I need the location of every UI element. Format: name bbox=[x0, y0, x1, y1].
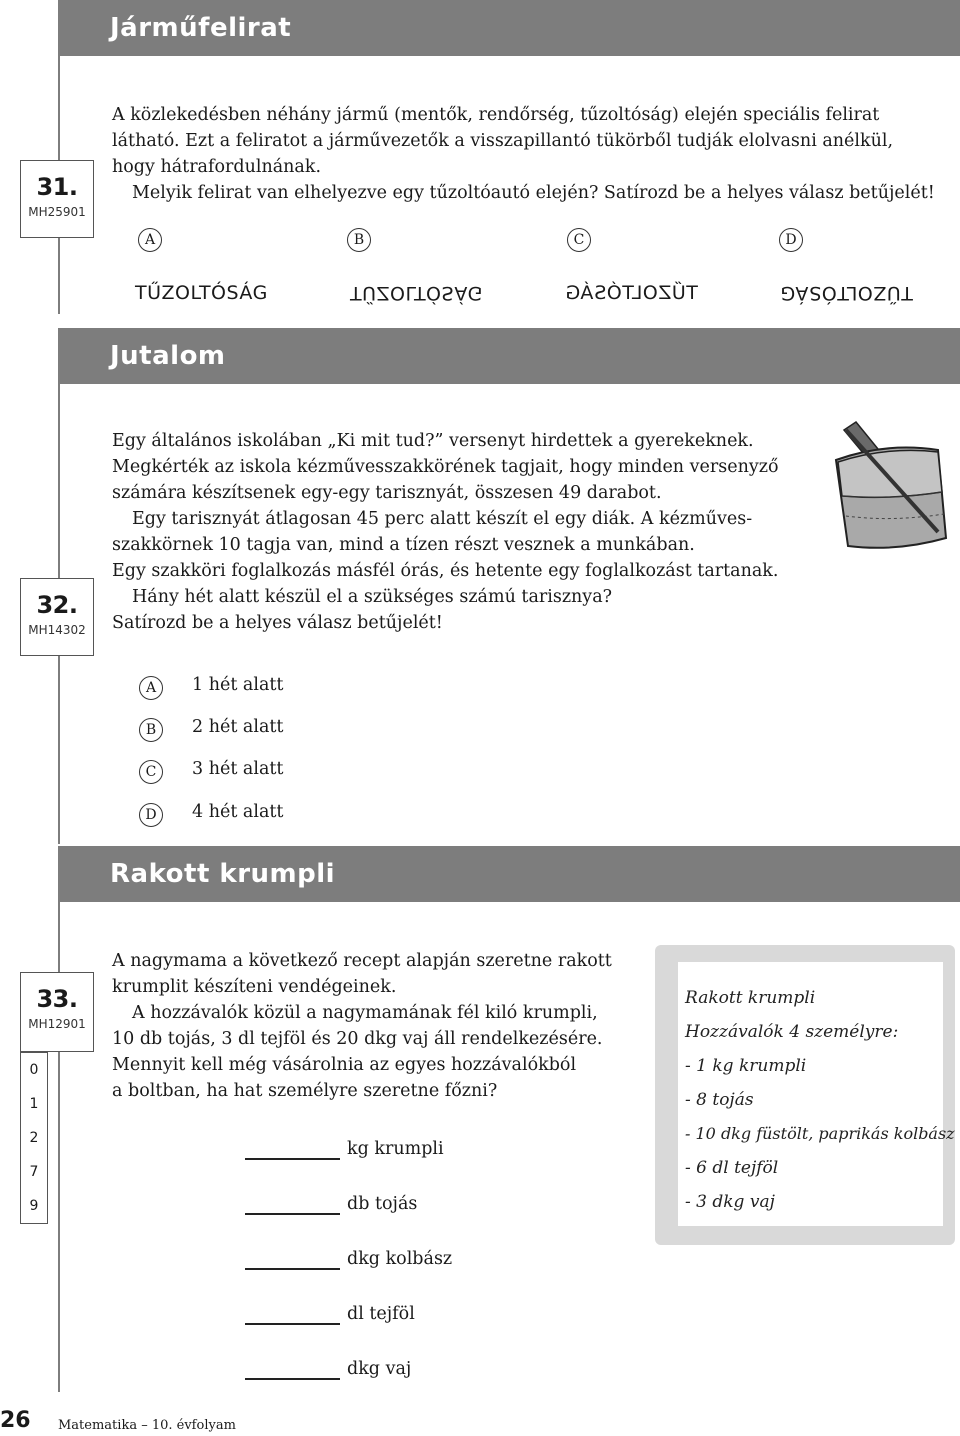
option-b-circle[interactable]: B bbox=[347, 228, 371, 252]
text-line: A közlekedésben néhány jármű (mentők, rendőrség, tűzoltóság) elején speciális felirat bbox=[112, 105, 880, 125]
text-line: Melyik felirat van elhelyezve egy tűzoltóautó elején? Satírozd be a helyes válasz betűjelét! bbox=[132, 183, 935, 203]
text-line: látható. Ezt a feliratot a járművezetők a visszapillantó tükörből tudják elolvasni anélkül, bbox=[112, 131, 894, 151]
section-title-rakott-krumpli: Rakott krumpli bbox=[58, 846, 960, 902]
score-code[interactable]: 7 bbox=[29, 1164, 39, 1180]
answer-blank-kolbasz[interactable] bbox=[245, 1268, 340, 1270]
answer-blank-tojas[interactable] bbox=[245, 1213, 340, 1215]
text-line: Egy szakköri foglalkozás másfél órás, és hetente egy foglalkozást tartanak. bbox=[112, 561, 779, 581]
text-line: szakkörnek 10 tagja van, mind a tízen részt vesznek a munkában. bbox=[112, 535, 695, 555]
text-line: Egy tarisznyát átlagosan 45 perc alatt készít el egy diák. A kézműves- bbox=[132, 509, 753, 529]
question-number-box bbox=[20, 972, 94, 1052]
text-line: Satírozd be a helyes válasz betűjelét! bbox=[112, 613, 443, 633]
option-c-circle[interactable]: C bbox=[567, 228, 591, 252]
unit-label: dkg kolbász bbox=[347, 1249, 453, 1269]
option-d-circle[interactable]: D bbox=[139, 803, 163, 827]
question-number: 31. bbox=[36, 173, 78, 201]
question-text bbox=[112, 428, 779, 636]
sign-option-b: TŰZOLTÓSÁG bbox=[350, 282, 483, 304]
question-code: MH12901 bbox=[28, 1017, 86, 1031]
text-line: krumplit készíteni vendégeinek. bbox=[112, 977, 397, 997]
sign-option-d: TŰZOLTÓSÁG bbox=[780, 282, 913, 304]
answer-blank-vaj[interactable] bbox=[245, 1378, 340, 1380]
option-a-circle[interactable]: A bbox=[138, 228, 162, 252]
question-code: MH25901 bbox=[28, 205, 86, 219]
score-code[interactable]: 2 bbox=[29, 1130, 39, 1146]
text-line: Egy általános iskolában „Ki mit tud?” versenyt hirdettek a gyerekeknek. bbox=[112, 431, 754, 451]
answer-blank-krumpli[interactable] bbox=[245, 1158, 340, 1160]
recipe-subtitle: Hozzávalók 4 személyre: bbox=[685, 1022, 899, 1042]
score-code[interactable]: 0 bbox=[29, 1062, 39, 1078]
text-line: Hány hét alatt készül el a szükséges számú tarisznya? bbox=[132, 587, 613, 607]
recipe-item: - 10 dkg füstölt, paprikás kolbász bbox=[685, 1124, 955, 1143]
section-title-jutalom: Jutalom bbox=[58, 328, 960, 384]
text-line: Megkérték az iskola kézművesszakkörének tagjait, hogy minden versenyző bbox=[112, 457, 779, 477]
option-d-circle[interactable]: D bbox=[779, 228, 803, 252]
unit-label: db tojás bbox=[347, 1194, 418, 1214]
text-line: hogy hátrafordulnának. bbox=[112, 157, 322, 177]
question-code: MH14302 bbox=[28, 623, 86, 637]
question-number-box bbox=[20, 160, 94, 238]
sign-option-a: TŰZOLTÓSÁG bbox=[135, 282, 268, 304]
text-line: A nagymama a következő recept alapján szeretne rakott bbox=[112, 951, 612, 971]
option-c-circle[interactable]: C bbox=[139, 760, 163, 784]
recipe-item: - 8 tojás bbox=[685, 1090, 754, 1110]
score-code[interactable]: 1 bbox=[29, 1096, 39, 1112]
option-d-text: 4 hét alatt bbox=[192, 802, 284, 822]
shoulder-bag-illustration bbox=[826, 420, 956, 560]
unit-label: kg krumpli bbox=[347, 1139, 444, 1159]
text-line: 10 db tojás, 3 dl tejföl és 20 dkg vaj áll rendelkezésére. bbox=[112, 1029, 603, 1049]
option-c-text: 3 hét alatt bbox=[192, 759, 284, 779]
text-line: a boltban, ha hat személyre szeretne főzni? bbox=[112, 1081, 498, 1101]
text-line: Mennyit kell még vásárolnia az egyes hozzávalókból bbox=[112, 1055, 577, 1075]
question-text bbox=[112, 948, 612, 1104]
answer-blank-tejfol[interactable] bbox=[245, 1323, 340, 1325]
option-a-text: 1 hét alatt bbox=[192, 675, 284, 695]
text-line: számára készítsenek egy-egy tarisznyát, összesen 49 darabot. bbox=[112, 483, 662, 503]
sign-option-c: TŰZOLTÓSÁG bbox=[565, 282, 698, 304]
unit-label: dkg vaj bbox=[347, 1359, 412, 1379]
option-a-circle[interactable]: A bbox=[139, 676, 163, 700]
footer-text: Matematika – 10. évfolyam bbox=[58, 1418, 236, 1433]
page-number: 26 bbox=[0, 1408, 31, 1433]
option-b-circle[interactable]: B bbox=[139, 718, 163, 742]
recipe-item: - 1 kg krumpli bbox=[685, 1056, 807, 1076]
recipe-item: - 6 dl tejföl bbox=[685, 1158, 779, 1178]
recipe-title: Rakott krumpli bbox=[685, 988, 816, 1008]
recipe-item: - 3 dkg vaj bbox=[685, 1192, 775, 1212]
score-code-box bbox=[20, 1052, 48, 1224]
section-title-jarmufelirat: Járműfelirat bbox=[58, 0, 960, 56]
text-line: A hozzávalók közül a nagymamának fél kiló krumpli, bbox=[132, 1003, 598, 1023]
question-text bbox=[112, 102, 935, 206]
question-number: 32. bbox=[36, 591, 78, 619]
unit-label: dl tejföl bbox=[347, 1304, 415, 1324]
question-number-box bbox=[20, 578, 94, 656]
score-code[interactable]: 9 bbox=[29, 1198, 39, 1214]
question-number: 33. bbox=[36, 985, 78, 1013]
option-b-text: 2 hét alatt bbox=[192, 717, 284, 737]
